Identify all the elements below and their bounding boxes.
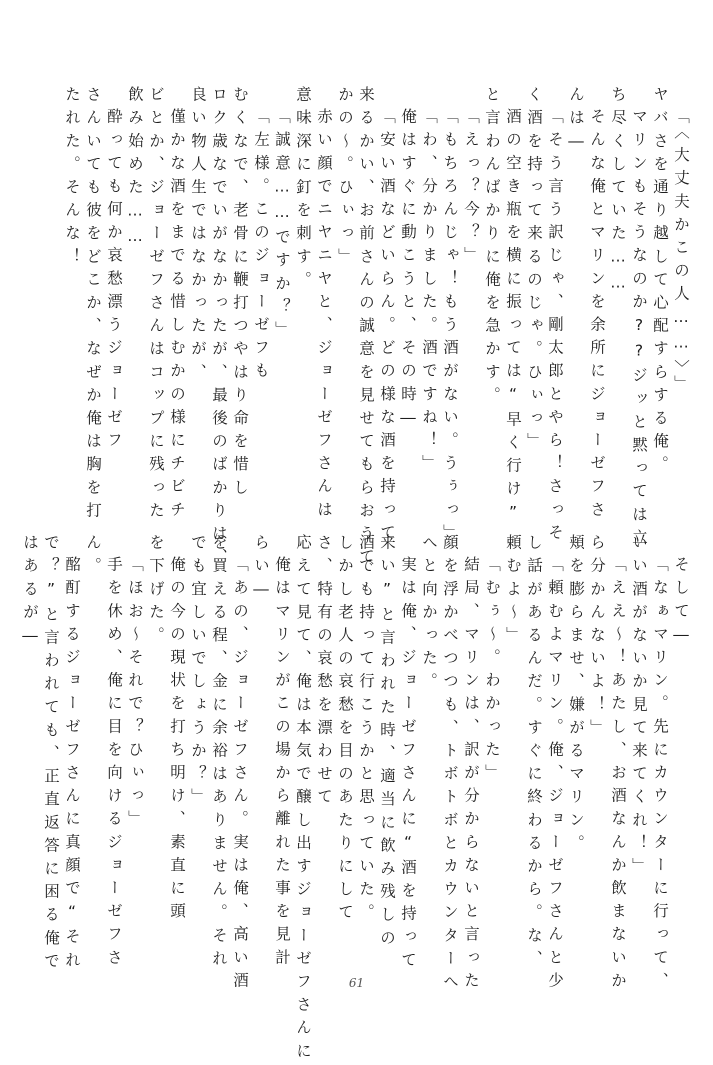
text-column: 「ほお～それで？ひぃっ」	[126, 556, 144, 834]
text-column: 俺はすぐに動こうと、その時―	[399, 108, 417, 434]
text-column: を下げた。	[147, 534, 165, 650]
text-column: しかし老人の哀愁を目のあたりにして	[336, 534, 354, 927]
text-column: ビとか、ジョーゼフさんはコップに残った	[147, 86, 165, 525]
page-number: 61	[348, 976, 365, 990]
text-column: 頬を膨らませ、嫌がるマリン。	[567, 534, 585, 858]
text-column: 意味深に釘を刺す。	[294, 86, 312, 294]
text-column: 酔っても何か哀愁漂うジョーゼフ	[105, 108, 123, 455]
text-column: 僅かな酒をまでる惜しむかの様にチビチ	[168, 108, 186, 524]
text-column: 「なぁマリン。先にカウンターに行って、	[651, 556, 669, 995]
text-column: 「安い酒などいらん。どの様な酒を持って	[378, 108, 396, 547]
text-column: ら分かんないよ！」	[588, 534, 606, 742]
text-column: し話があるんだ。すぐに終わるから。な、	[525, 534, 543, 973]
text-column: 酒の空き瓶を横に振っては“早く行け”	[504, 108, 522, 529]
text-column: んは―	[567, 86, 585, 158]
text-column: 「もちろんじゃ！もう酒がない。うぅっ」	[441, 108, 459, 547]
text-column: むくなで、老骨に鞭打つやはり命を惜し	[231, 86, 249, 502]
text-column: 「左様。このジョーゼフも	[252, 108, 270, 386]
text-column: ロク歳なでいがなかったが、最後のばかりは、	[210, 86, 228, 572]
text-column: マリンもそうなのか??ジッと黙っては立	[630, 108, 648, 552]
text-column: 「〈大丈夫かこの人……〉」	[672, 108, 690, 398]
text-column: 実は俺、ジョーゼフさんに“酒を持って	[399, 556, 417, 975]
text-column: 手を休め、俺に目を向けるジョーゼフさ	[105, 556, 123, 972]
text-column: 来い”と言われた時、適当に飲み残しの	[378, 534, 396, 953]
text-column: 良い物人生ではなかったが、	[189, 86, 207, 387]
text-column: く酒を持って来るのじゃ。ひぃっ」	[525, 86, 543, 456]
text-column: 結局、マリンは、訳が分からないと言った	[462, 556, 480, 995]
text-column: 酒でも持って行こうかと思っていた。	[357, 534, 375, 927]
text-column: 来るかい、お前さんの誠意を見せてもらおうて	[357, 86, 375, 572]
text-column: いい酒がないか見て来てくれ！」	[630, 534, 648, 881]
text-column: ち尽くしていた……	[609, 86, 627, 299]
text-column: さんいても彼をどこか、なぜか俺は胸を打	[84, 86, 102, 525]
text-column: 酩酊するジョーゼフさんに真顔で“それ	[63, 556, 81, 975]
text-column: そんな俺とマリンを余所にジョーゼフさ	[588, 108, 606, 524]
text-column: 「誠意……ですか？」	[273, 108, 291, 344]
text-column: を買える程、金に余裕はありません。それ	[210, 534, 228, 973]
text-column: 飲み始めた……	[126, 86, 144, 253]
text-column: さ、特有の哀愁を漂わせて	[315, 534, 333, 812]
text-column: 「頼むよマリン。俺、ジョーゼフさんと少	[546, 556, 564, 995]
text-column: 赤い顔でニヤニヤと、ジョーゼフさんは	[315, 108, 333, 524]
text-column: 応えて見て、俺は本気で醸し出すジョーゼフさんに	[294, 534, 312, 1065]
text-column: 「むぅ～。わかった」	[483, 556, 501, 787]
text-column: 俺の今の現状を打ち明け、素直に頭	[168, 556, 186, 926]
text-column: 「わ、分かりました。酒ですね！」	[420, 108, 438, 478]
text-column: へと向かった。	[420, 534, 438, 696]
text-column: 「そう言う訳じゃ、剛太郎とやら！さっそ	[546, 108, 564, 547]
text-column: と言わんばかりに俺を急かす。	[483, 86, 501, 410]
text-column: らい―	[252, 534, 270, 606]
text-column: 俺はマリンがこの場から離れた事を見計	[273, 556, 291, 972]
text-column: でも宜しいでしょうか？」	[189, 534, 207, 812]
text-column: 顔を浮かべつつも、トボトボとカウンターへ	[441, 534, 459, 996]
text-column: はあるが―	[21, 534, 39, 652]
text-column: たれた。そんな！	[63, 86, 81, 271]
text-column: 「あの、ジョーゼフさん。実は俺、高い酒	[231, 556, 249, 995]
text-column: ん。	[84, 534, 102, 581]
text-column: 「えっ？今？」	[462, 108, 480, 270]
text-column: そして―	[672, 556, 690, 651]
text-column: 頼むよ～」	[504, 534, 522, 650]
text-column: ヤバさを通り越して心配すらする俺。	[651, 86, 669, 479]
text-column: で？”と言われても、正直返答に困る俺で	[42, 534, 60, 976]
text-column: 「ええ～！あたし、お酒なんか飲まないか	[609, 556, 627, 995]
text-column: かの～。ひぃっ」	[336, 86, 354, 271]
